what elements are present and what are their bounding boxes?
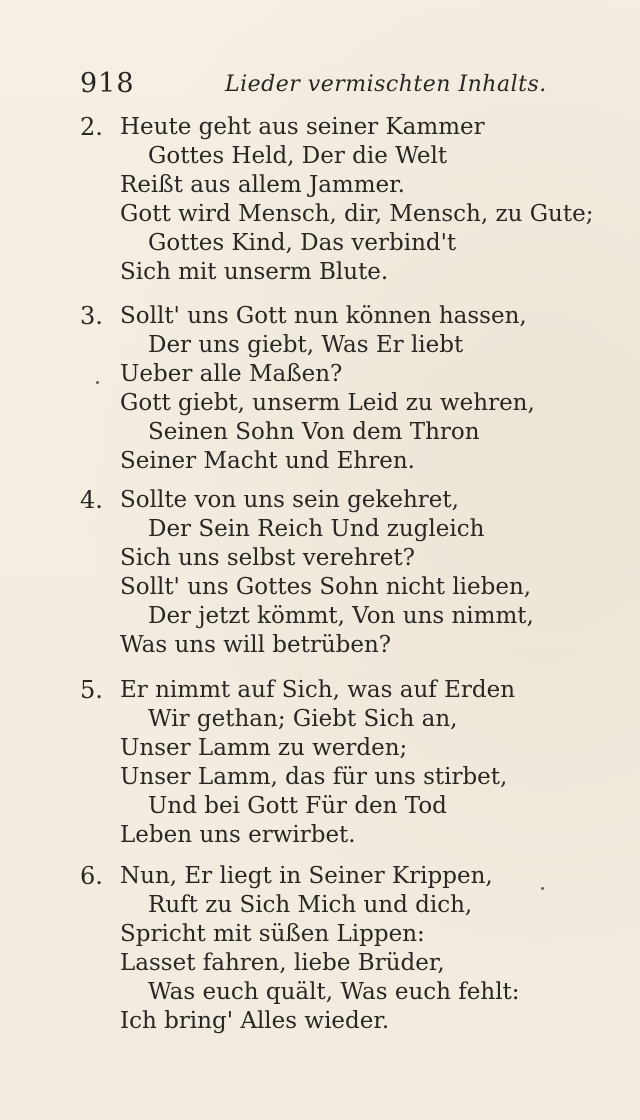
paper-speck <box>96 381 99 384</box>
stanza-line <box>80 763 600 792</box>
verse-text: Spricht mit süßen Lippen: <box>120 921 425 947</box>
verse-text: Sollt' uns Gott nun können hassen, <box>120 303 527 329</box>
stanza-line <box>80 229 600 258</box>
page-header <box>80 68 580 108</box>
stanza-number: 5. <box>80 676 103 704</box>
paper-speck <box>541 887 544 890</box>
stanza-line <box>80 920 600 949</box>
stanza-line <box>80 978 600 1007</box>
verse-text: Ruft zu Sich Mich und dich, <box>148 892 473 918</box>
verse-text: Unser Lamm zu werden; <box>120 735 408 761</box>
running-title: Lieder vermischten Inhalts. <box>225 72 547 97</box>
stanza-line <box>80 1007 600 1036</box>
stanza-line <box>80 573 600 602</box>
verse-text: Sollte von uns sein gekehret, <box>120 487 459 513</box>
stanza-line <box>80 631 600 660</box>
stanza-line <box>80 142 600 171</box>
stanza-number: 3. <box>80 302 103 330</box>
verse-text: Sollt' uns Gottes Sohn nicht lieben, <box>120 574 532 600</box>
stanza-line <box>80 602 600 631</box>
verse-text: Gottes Kind, Das verbind't <box>148 230 457 256</box>
verse-text: Gott wird Mensch, dir, Mensch, zu Gute; <box>120 201 594 227</box>
stanza-line <box>80 949 600 978</box>
verse-text: Seinen Sohn Von dem Thron <box>148 419 480 445</box>
verse-text: Unser Lamm, das für uns stirbet, <box>120 764 508 790</box>
stanza-line <box>80 302 600 331</box>
stanza-line <box>80 891 600 920</box>
stanza-number: 4. <box>80 486 103 514</box>
stanza-line <box>80 792 600 821</box>
verse-text: Er nimmt auf Sich, was auf Erden <box>120 677 516 703</box>
stanza-number: 6. <box>80 862 103 890</box>
verse-text: Gottes Held, Der die Welt <box>148 143 448 169</box>
stanza-line <box>80 200 600 229</box>
stanza-line <box>80 331 600 360</box>
stanza-3 <box>80 302 600 476</box>
verse-text: Gott giebt, unserm Leid zu wehren, <box>120 390 535 416</box>
stanza-6 <box>80 862 600 1036</box>
stanza-4 <box>80 486 600 660</box>
verse-text: Seiner Macht und Ehren. <box>120 448 415 474</box>
stanza-line <box>80 862 600 891</box>
verse-text: Der jetzt kömmt, Von uns nimmt, <box>148 603 534 629</box>
stanza-line <box>80 705 600 734</box>
verse-text: Sich uns selbst verehret? <box>120 545 415 571</box>
verse-text: Was euch quält, Was euch fehlt: <box>148 979 520 1005</box>
stanza-2 <box>80 113 600 287</box>
stanza-line <box>80 486 600 515</box>
stanza-line <box>80 676 600 705</box>
stanza-line <box>80 389 600 418</box>
verse-text: Leben uns erwirbet. <box>120 822 356 848</box>
verse-text: Ueber alle Maßen? <box>120 361 343 387</box>
verse-text: Lasset fahren, liebe Brüder, <box>120 950 445 976</box>
stanza-line <box>80 360 600 389</box>
stanza-5 <box>80 676 600 850</box>
stanza-line <box>80 113 600 142</box>
page-number: 918 <box>80 68 135 99</box>
stanza-line <box>80 418 600 447</box>
stanza-line <box>80 171 600 200</box>
stanza-line <box>80 447 600 476</box>
stanza-line <box>80 515 600 544</box>
verse-text: Nun, Er liegt in Seiner Krippen, <box>120 863 493 889</box>
stanza-line <box>80 821 600 850</box>
stanza-number: 2. <box>80 113 103 141</box>
verse-text: Der Sein Reich Und zugleich <box>148 516 485 542</box>
verse-text: Was uns will betrüben? <box>120 632 392 658</box>
stanza-line <box>80 258 600 287</box>
verse-text: Heute geht aus seiner Kammer <box>120 114 485 140</box>
verse-text: Der uns giebt, Was Er liebt <box>148 332 464 358</box>
stanza-line <box>80 734 600 763</box>
stanza-line <box>80 544 600 573</box>
verse-text: Wir gethan; Giebt Sich an, <box>148 706 458 732</box>
verse-text: Und bei Gott Für den Tod <box>148 793 447 819</box>
verse-text: Sich mit unserm Blute. <box>120 259 389 285</box>
verse-text: Reißt aus allem Jammer. <box>120 172 405 198</box>
verse-text: Ich bring' Alles wieder. <box>120 1008 390 1034</box>
